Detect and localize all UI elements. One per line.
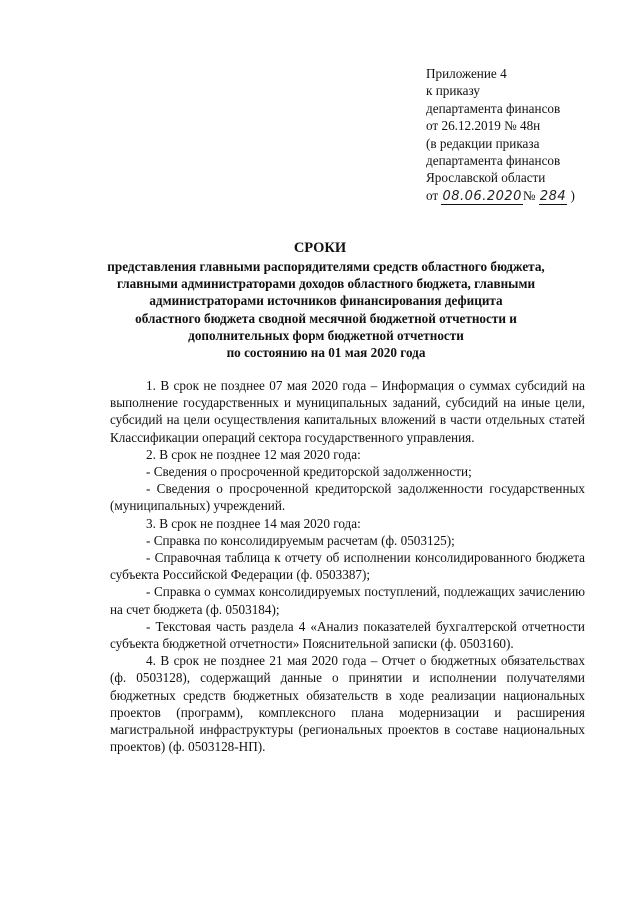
appendix-line: от 26.12.2019 № 48н <box>426 118 541 134</box>
document-subtitle <box>96 258 556 361</box>
handwritten-number: 284 <box>539 188 567 204</box>
list-item: - Сведения о просроченной кредиторской задолженности государственных (муниципальных) учреждений. <box>110 481 585 514</box>
appendix-line: Ярославской области <box>426 170 546 186</box>
subtitle-line: представления главными распорядителями средств областного бюджета, <box>107 259 545 274</box>
subtitle-line: администраторами источников финансирования дефицита <box>149 293 503 309</box>
appendix-header <box>426 65 616 205</box>
appendix-line: Приложение 4 <box>426 66 507 81</box>
subtitle-line: по состоянию на 01 мая 2020 года <box>226 345 426 361</box>
subtitle-line: главными администраторами доходов областного бюджета, главными <box>116 276 536 292</box>
appendix-line: (в редакции приказа <box>426 135 540 151</box>
list-item: - Справка по консолидируемым расчетам (ф. 0503125); <box>146 532 455 548</box>
document-body <box>110 377 585 755</box>
document-title: СРОКИ <box>293 240 347 256</box>
list-item: - Сведения о просроченной кредиторской задолженности; <box>146 464 472 480</box>
signature-line <box>426 187 616 205</box>
paragraph-item-3: 3. В срок не позднее 14 мая 2020 года: <box>146 515 361 531</box>
subtitle-line: дополнительных форм бюджетной отчетности <box>188 327 464 343</box>
paragraph-item-1: 1. В срок не позднее 07 мая 2020 года – Информация о суммах субсидий на выполнение государственных и муниципальных заданий, субсидий на иные цели, субсидий на цели осуществления капитальных вложений в части отдельных статей Классификации операций сектора государственного управления. <box>110 378 585 445</box>
list-item: - Справка о суммах консолидируемых поступлений, подлежащих зачислению на счет бюджета (ф. 0503184); <box>110 584 585 617</box>
handwritten-date: 08.06.2020 <box>442 188 522 204</box>
paragraph-item-4: 4. В срок не позднее 21 мая 2020 года – Отчет о бюджетных обязательствах (ф. 0503128), содержащий данные о принятии и исполнении получателями бюджетных средств бюджетных обязательств в ходе реализации национальных проектов (программ), комплексного плана модернизации и расширения магистральной инфраструктуры (региональных проектов в составе национальных проектов) (ф. 0503128-НП). <box>110 653 585 755</box>
appendix-line: департамента финансов <box>426 100 561 116</box>
paragraph-item-2: 2. В срок не позднее 12 мая 2020 года: <box>146 446 361 462</box>
sign-suffix: ) <box>570 187 575 203</box>
list-item: - Справочная таблица к отчету об исполнении консолидированного бюджета субъекта Российской Федерации (ф. 0503387); <box>110 550 585 583</box>
appendix-line: департамента финансов <box>426 153 561 169</box>
sign-number-label: № <box>522 187 536 203</box>
appendix-line: к приказу <box>426 83 480 99</box>
subtitle-line: областного бюджета сводной месячной бюджетной отчетности и <box>135 310 517 326</box>
sign-prefix: от <box>426 187 439 203</box>
list-item: - Текстовая часть раздела 4 «Анализ показателей бухгалтерской отчетности субъекта бюджетной отчетности» Пояснительной записки (ф. 0503160). <box>110 618 585 652</box>
